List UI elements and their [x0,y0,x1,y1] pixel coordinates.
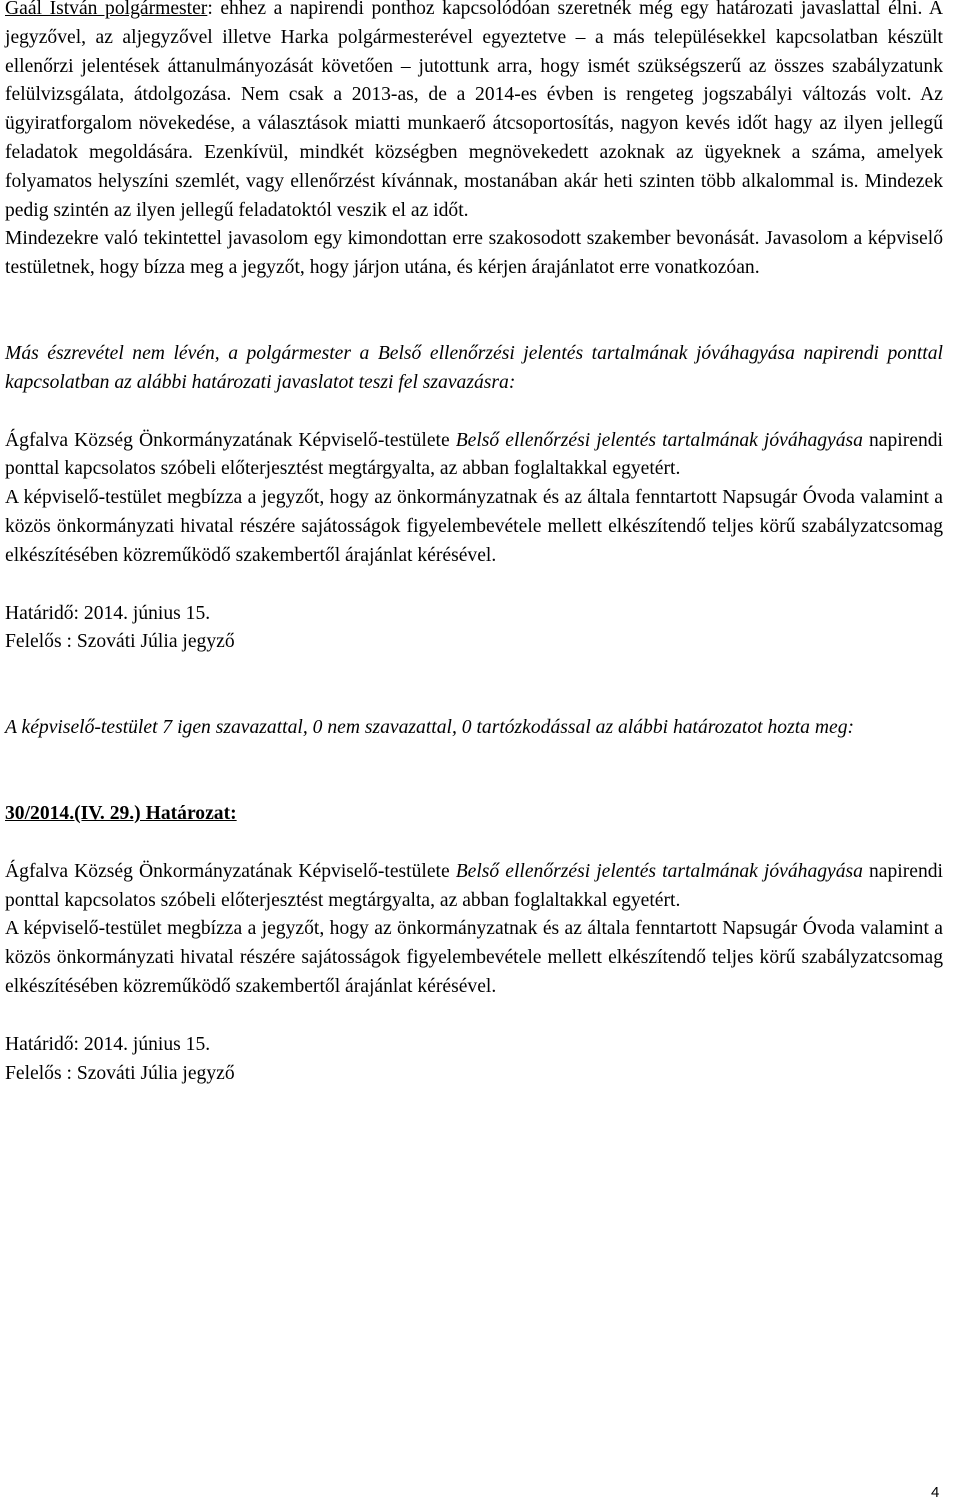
paragraph-proposal-rationale: Mindezekre való tekintettel javasolom egy kimondottan erre szakosodott szakember bevonását. Javasolom a képviselő testületnek, hogy bízza meg a jegyzőt, hogy járjon utána, és kérjen árajánlatot erre vonatkozóan. [5,228,943,279]
resolution-paragraph-mandate: A képviselő-testület megbízza a jegyzőt, hogy az önkormányzatnak és az általa fenntartott Napsugár Óvoda valamint a közös önkormányzati hivatal részére sajátosságok figyelembevétele mellett elkészítendő teljes körű szabályzatcsomag elkészítésében közreműködő szakembertől árajánlat kérésével. [5,918,943,997]
resolution-paragraph-approval [5,858,943,916]
resolution-body-text: Ágfalva Község Önkormányzatának Képviselő-testülete [5,860,456,882]
speaker-name: Gaál István polgármester [5,0,208,19]
resolution-body-text: napirendi ponttal kapcsolatos szóbeli előterjesztést megtárgyalta, az abban foglaltakkal egyetért. [5,860,943,911]
proposal-body-text: napirendi ponttal kapcsolatos szóbeli előterjesztést megtárgyalta, az abban foglaltakkal egyetért. [5,429,943,480]
proposal-deadline: Határidő: 2014. június 15. [5,602,211,624]
statement-text: : ehhez a napirendi ponthoz kapcsolódóan szeretnék még egy határozati javaslattal élni. A jegyzővel, az aljegyzővel illetve Harka polgármesterével egyeztetve – a más településekkel kapcsolatban készült ellenőrzi jelentések áttanulmányozását követően – jutottunk arra, hogy ismét szükségszerű az összes szabályzatunk felülvizsgálata, átdolgozása. Nem csak a 2013-as, de a 2014-es évben is rengeteg jogszabályi változás volt. Az ügyiratforgalom növekedése, a választások miatti munkaerő átcsoportosítás, nagyon kevés időt hagy az ilyen jellegű feladatok megoldására. Ezenkívül, mindkét községben megnövekedett azoknak az ügyeknek a száma, amelyek folyamatos helyszíni szemlét, vagy ellenőrzést kívánnak, mostanában akár heti szinten több alkalommal is. Mindezek pedig szintén az ilyen jellegű feladatoktól veszik el az időt. [5,0,943,221]
proposal-body-text: Ágfalva Község Önkormányzatának Képviselő-testülete [5,429,456,451]
paragraph-vote-intro: Más észrevétel nem lévén, a polgármester a Belső ellenőrzési jelentés tartalmának jóváhagyása napirendi ponttal kapcsolatban az alábbi határozati javaslatot teszi fel szavazásra: [5,342,943,393]
proposal-paragraph-approval [5,427,943,485]
resolution-deadline: Határidő: 2014. június 15. [5,1033,211,1055]
vote-result: A képviselő-testület 7 igen szavazattal, 0 nem szavazattal, 0 tartózkodással az alábbi határozatot hozta meg: [5,717,855,739]
proposal-responsible: Felelős : Szováti Júlia jegyző [5,631,235,653]
document-page [5,0,943,1088]
agenda-item-title: Belső ellenőrzési jelentés tartalmának jóváhagyása [455,860,863,882]
resolution-title: 30/2014.(IV. 29.) Határozat: [5,802,237,824]
agenda-item-title: Belső ellenőrzési jelentés tartalmának jóváhagyása [455,429,863,451]
page-number: 4 [931,1484,940,1501]
paragraph-mayor-statement [5,0,943,225]
resolution-responsible: Felelős : Szováti Júlia jegyző [5,1062,235,1084]
proposal-paragraph-mandate: A képviselő-testület megbízza a jegyzőt, hogy az önkormányzatnak és az általa fenntartott Napsugár Óvoda valamint a közös önkormányzati hivatal részére sajátosságok figyelembevétele mellett elkészítendő teljes körű szabályzatcsomag elkészítésében közreműködő szakembertől árajánlat kérésével. [5,487,943,566]
